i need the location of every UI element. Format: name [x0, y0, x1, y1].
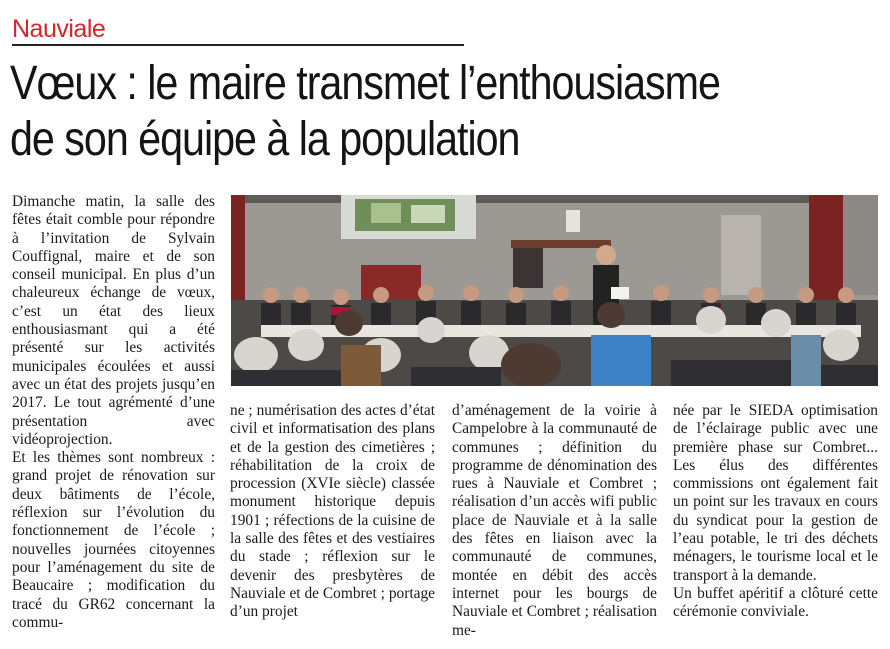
article-column-4 — [673, 402, 878, 622]
headline-line-1: Vœux : le maire transmet l’enthousiasme — [10, 57, 720, 110]
headline-line-2: de son équipe à la population — [10, 113, 520, 166]
paragraph: Dimanche matin, la salle des fêtes était comble pour répondre à l’invitation de Sylvain Couffignal, maire et de son conseil municipal. En plus d’un chaleureux échange de vœux, c’est un état des lieux enthousiasmant qui a été présenté sur les activités municipales écoulées et aussi avec un état des projets jusqu’en 2017. Le tout agrémenté d’une présentation avec vidéoprojection. — [12, 193, 215, 448]
rubric-underline — [12, 44, 464, 46]
paragraph: d’aménagement de la voirie à Campelobre à la communauté de communes ; définition du programme de dénomination des rues à Nauviale et Combret ; réalisation d’un accès wifi public place de Nauviale et à la salle des fêtes en liaison avec la communauté de communes, montée en débit des accès internet pour les bourgs de Nauviale et Combret ; réalisation me- — [452, 402, 657, 639]
section-rubric: Nauviale — [12, 15, 106, 43]
article-column-2 — [230, 402, 435, 622]
paragraph: ne ; numérisation des actes d’état civil et informatisation des plans et de la gestion des cimetières ; réhabilitation de la croix de procession (XVIe siècle) classée monument historique depuis 1901 ; réfections de la cuisine de la salle des fêtes et des vestiaires du stade ; réflexion sur le devenir des presbytères de Nauviale et de Combret ; portage d’un projet — [230, 402, 435, 621]
event-photo — [231, 195, 878, 386]
paragraph: Et les thèmes sont nombreux : grand projet de rénovation sur deux bâtiments de l’école, réflexion sur l’évolution du fonctionnement de l’école ; nouvelles journées citoyennes pour l’aménagement du site de Beaucaire ; modification du tracé du GR62 concernant la commu- — [12, 449, 215, 631]
article-column-3 — [452, 402, 657, 640]
article-column-1 — [12, 193, 215, 632]
paragraph: née par le SIEDA optimisation de l’éclairage public avec une première phase sur Combret... Les élus des différentes commissions ont également fait un point sur les travaux en cours du syndicat pour la gestion de l’eau potable, le tri des déchets ménagers, le tourisme local et le transport à la demande. — [673, 402, 878, 584]
article-headline — [10, 56, 758, 168]
paragraph: Un buffet apéritif a clôturé cette cérémonie conviviale. — [673, 584, 878, 621]
